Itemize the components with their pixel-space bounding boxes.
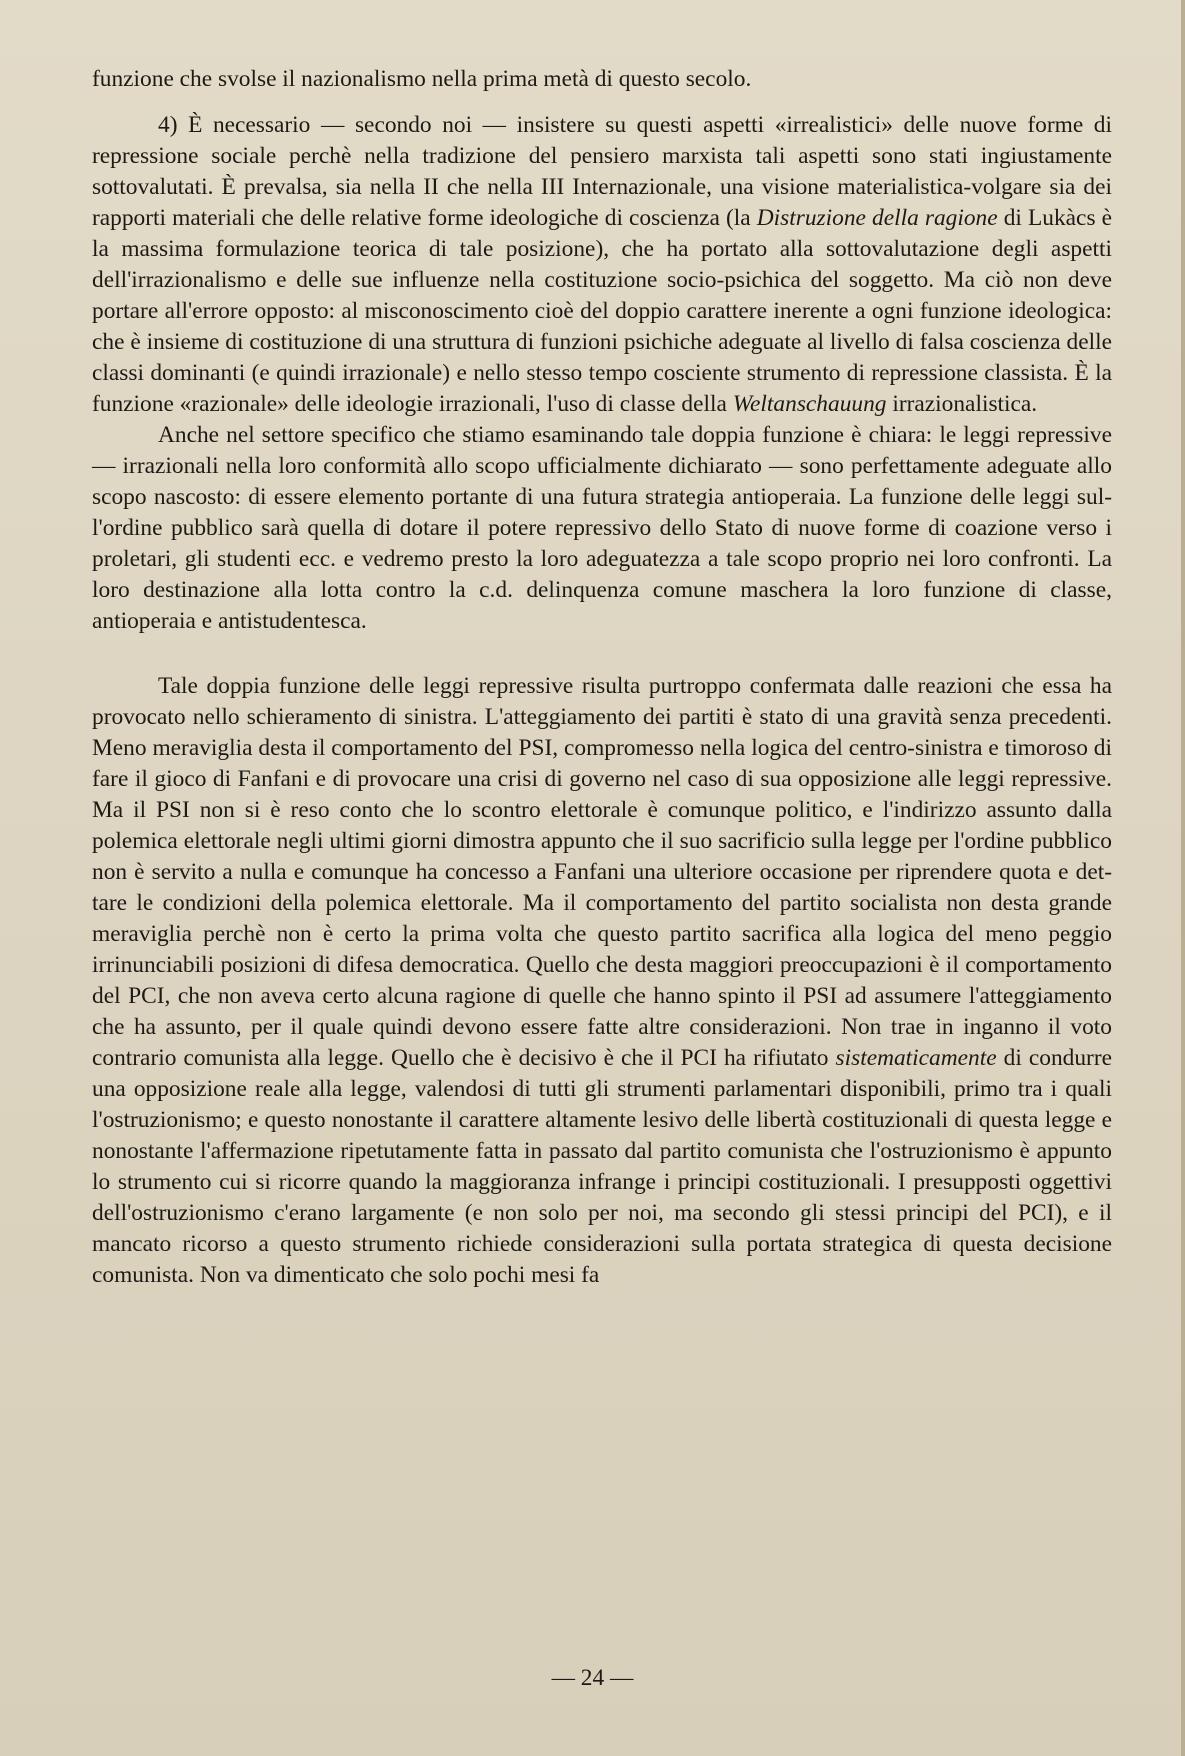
body-text [92, 64, 1112, 1291]
term-italic: Weltanschauung [732, 391, 887, 417]
paragraph-reazioni-sinistra: Tale doppia funzione delle leggi repressive risulta purtroppo confermata dalle reazioni che essa ha provocato nello schieramento di sinistra. L'atteggiamento dei partiti è stato di una gravità senza precedenti. Meno meraviglia desta il comportamento del PSI, compromesso nella logica del centro-sinistra e timoroso di fare il gioco di Fanfani e di provocare una crisi di governo nel caso di sua opposizione alle leggi repressive. Ma il PSI non si è reso conto che lo scontro elettorale è comunque politico, e l'indirizzo assunto dalla polemica elettorale negli ultimi giorni dimostra appunto che il suo sacrificio sulla legge per l'ordine pubblico non è servito a nulla e comunque ha concesso a Fanfani una ulteriore occasione per riprendere quota e dettare le condizioni della polemica elettorale. Ma il comportamento del partito socialista non desta grande meraviglia perchè non è certo la prima volta che questo partito sacrifica alla logica del meno peggio irrinunciabili posizioni di difesa democratica. Quello che desta maggiori preoccupazioni è il comportamento del PCI, che non aveva certo alcuna ragione di quelle che hanno spinto il PSI ad assumere l'atteggiamento che ha assunto, per il quale quindi devono essere fatte altre considerazioni. Non trae in inganno il voto contrario comunista alla legge. Quello che è decisivo è che il PCI ha rifiutato sistematicamente di condurre una opposizione reale alla legge, valendosi di tutti gli strumenti parlamentari disponibili, primo tra i quali l'ostruzionismo; e questo nonostante il carattere altamente lesivo delle libertà costituzionali di questa legge e nonostante l'affermazione ripetutamente fatta in passato dal partito comunista che l'ostruzionismo è appunto lo strumento cui si ricorre quando la maggioranza infrange i principi costituzionali. I presupposti oggettivi dell'ostruzionismo c'erano largamente (e non solo per noi, ma secondo gli stessi principi del PCI), e il mancato ricorso a questo strumento richiede considerazioni sulla portata strategica di questa decisione comunista. Non va dimenticato che solo pochi mesi fa [92, 673, 1113, 1288]
page-number: — 24 — [551, 1665, 634, 1691]
paragraph-point-4: 4) È necessario — secondo noi — insistere su questi aspetti «irrealistici» delle nuove forme di repressione sociale perchè nella tradizione del pensiero marxista tali aspetti sono stati ingiustamente sottovalutati. È prevalsa, sia nella II che nella III Internazionale, una visione materialistica-volgare sia dei rapporti materiali che delle relative forme ideologiche di coscienza (la Distruzione della ragione di Lukàcs è la massima formulazione teorica di tale posizione), che ha portato alla sottovalutazione degli aspetti dell'irrazionalismo e delle sue influenze nella costituzione socio-psichica del soggetto. Ma ciò non deve portare all'errore opposto: al misconoscimento cioè del doppio carattere inerente a ogni funzione ideologica: che è insieme di costituzione di una struttura di funzioni psichiche adeguate al livello di falsa coscienza delle classi dominanti (e quindi irrazionale) e nello stesso tempo cosciente strumento di repressione classista. È la funzione «razionale» delle ideologie irrazionali, l'uso di classe della Weltanschauung irrazionalistica. [92, 112, 1113, 417]
page-edge [1181, 0, 1185, 1756]
book-title-italic: Distruzione della ragione [756, 205, 998, 231]
paragraph-leggi-repressive: Anche nel settore specifico che stiamo esaminando tale doppia funzione è chiara: le leggi repressive — irrazionali nella loro conformità allo scopo ufficialmente dichiarato — sono perfettamente adeguate allo scopo nascosto: di essere elemento portante di una futura strategia antioperaia. La funzione delle leggi sull'ordine pubblico sarà quella di dotare il potere repressivo dello Stato di nuove forme di coazione verso i proletari, gli studenti ecc. e vedremo presto la loro adeguatezza a tale scopo proprio nei loro confronti. La loro destinazione alla lotta contro la c.d. delinquenza comune maschera la loro funzione di classe, antioperaia e antistudentesca. [92, 422, 1112, 634]
paragraph-continuation: funzione che svolse il nazionalismo nella prima metà di questo secolo. [92, 66, 752, 92]
emphasis-italic: sistematicamente [835, 1045, 997, 1071]
